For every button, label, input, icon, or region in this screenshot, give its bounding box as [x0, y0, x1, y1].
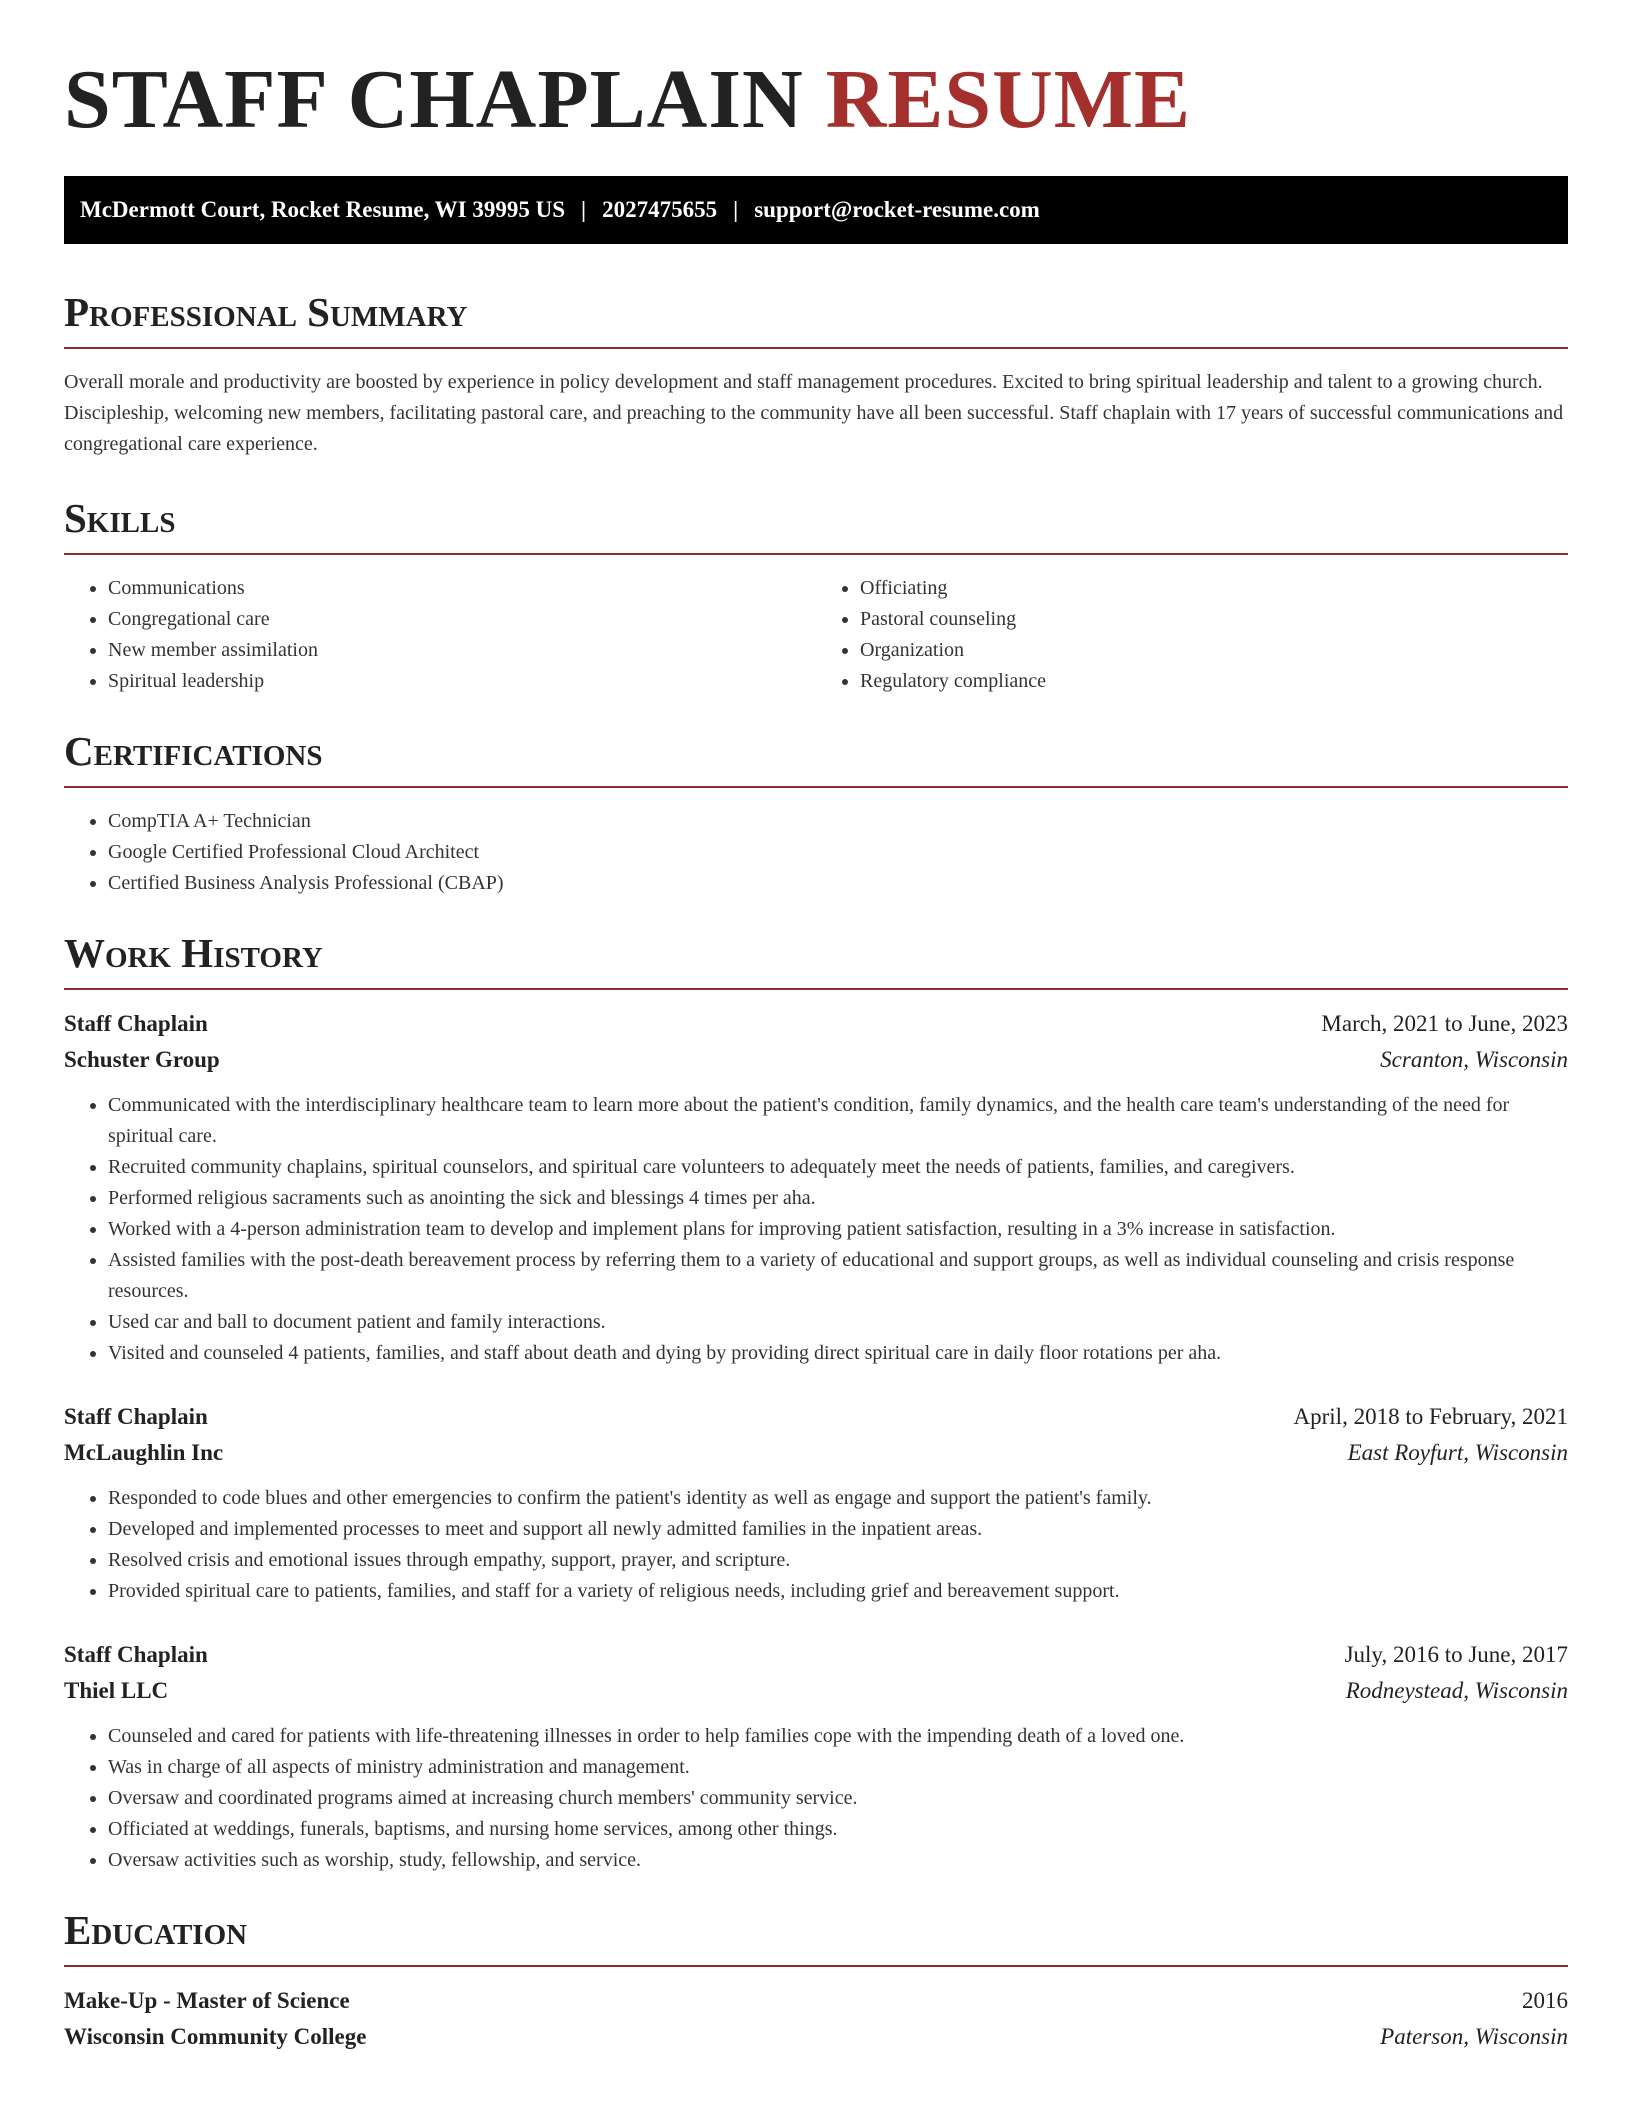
job-dates: April, 2018 to February, 2021: [1293, 1404, 1568, 1429]
job-title-row: [64, 1006, 1568, 1042]
contact-address: McDermott Court, Rocket Resume, WI 39995 US: [80, 197, 566, 222]
education-degree: Make-Up - Master of Science: [64, 1988, 350, 2013]
certifications-list: [64, 806, 1568, 899]
education-location: Paterson, Wisconsin: [1380, 2024, 1568, 2049]
job-title-row: [64, 1637, 1568, 1673]
job-bullets: [64, 1090, 1568, 1369]
job-company: McLaughlin Inc: [64, 1440, 224, 1465]
job-company-row: [64, 1042, 1568, 1078]
certification-item: • Google Certified Professional Cloud Architect: [108, 837, 1568, 868]
job-dates: March, 2021 to June, 2023: [1321, 1011, 1568, 1036]
skill-item: • Congregational care: [108, 604, 816, 635]
title-accent: RESUME: [825, 53, 1192, 146]
education-section: [64, 1907, 1568, 2055]
job-entry: [64, 1637, 1568, 1876]
certifications-heading: Certifications: [64, 731, 1568, 788]
job-bullet: • Communicated with the interdisciplinary healthcare team to learn more about the patient's condition, family dynamics, and the health care team's understanding of the need for spiritual care.: [108, 1090, 1568, 1152]
job-bullets: [64, 1721, 1568, 1876]
skill-item: • Pastoral counseling: [860, 604, 1568, 635]
job-title: Staff Chaplain: [64, 1404, 208, 1429]
job-bullet: • Oversaw activities such as worship, study, fellowship, and service.: [108, 1845, 1568, 1876]
certification-item: • CompTIA A+ Technician: [108, 806, 1568, 837]
job-title: Staff Chaplain: [64, 1642, 208, 1667]
job-bullet: • Assisted families with the post-death bereavement process by referring them to a variety of educational and support groups, as well as individual counseling and crisis response resources.: [108, 1245, 1568, 1307]
job-title-row: [64, 1399, 1568, 1435]
job-bullet: • Worked with a 4-person administration team to develop and implement plans for improving patient satisfaction, resulting in a 3% increase in satisfaction.: [108, 1214, 1568, 1245]
education-year: 2016: [1522, 1988, 1568, 2013]
skills-left-list: [64, 573, 816, 697]
skill-item: • Communications: [108, 573, 816, 604]
job-bullet: • Officiated at weddings, funerals, baptisms, and nursing home services, among other things.: [108, 1814, 1568, 1845]
job-bullet: • Recruited community chaplains, spiritual counselors, and spiritual care volunteers to adequately meet the needs of patients, families, and caregivers.: [108, 1152, 1568, 1183]
contact-separator: |: [581, 197, 587, 222]
job-dates: July, 2016 to June, 2017: [1344, 1642, 1568, 1667]
job-company: Schuster Group: [64, 1047, 220, 1072]
certifications-section: [64, 728, 1568, 899]
skills-columns: [64, 573, 1568, 697]
job-bullet: • Resolved crisis and emotional issues through empathy, support, prayer, and scripture.: [108, 1545, 1568, 1576]
certification-item: • Certified Business Analysis Professional (CBAP): [108, 868, 1568, 899]
education-degree-row: [64, 1983, 1568, 2019]
job-title: Staff Chaplain: [64, 1011, 208, 1036]
job-entry: [64, 1006, 1568, 1369]
skills-heading: Skills: [64, 498, 1568, 555]
job-bullet: • Provided spiritual care to patients, families, and staff for a variety of religious needs, including grief and bereavement support.: [108, 1576, 1568, 1607]
job-company-row: [64, 1435, 1568, 1471]
job-bullet: • Responded to code blues and other emergencies to confirm the patient's identity as well as engage and support the patient's family.: [108, 1483, 1568, 1514]
contact-bar: [64, 176, 1568, 244]
job-bullet: • Performed religious sacraments such as anointing the sick and blessings 4 times per aha.: [108, 1183, 1568, 1214]
contact-email: support@rocket-resume.com: [754, 197, 1040, 222]
job-bullet: • Used car and ball to document patient and family interactions.: [108, 1307, 1568, 1338]
skill-item: • Regulatory compliance: [860, 666, 1568, 697]
job-company: Thiel LLC: [64, 1678, 169, 1703]
job-company-row: [64, 1673, 1568, 1709]
skills-section: [64, 495, 1568, 697]
job-entry: [64, 1399, 1568, 1607]
skill-item: • New member assimilation: [108, 635, 816, 666]
education-school-row: [64, 2019, 1568, 2055]
summary-text: Overall morale and productivity are boosted by experience in policy development and staff management procedures. Excited to bring spiritual leadership and talent to a growing church. Discipleship, welcoming new members, facilitating pastoral care, and preaching to the community have all been successful. Staff chaplain with 17 years of successful communications and congregational care experience.: [64, 371, 1564, 455]
work-history-section: [64, 930, 1568, 1876]
job-bullet: • Visited and counseled 4 patients, families, and staff about death and dying by providing direct spiritual care in daily floor rotations per aha.: [108, 1338, 1568, 1369]
job-bullet: • Was in charge of all aspects of ministry administration and management.: [108, 1752, 1568, 1783]
job-bullets: [64, 1483, 1568, 1607]
job-location: Scranton, Wisconsin: [1380, 1047, 1568, 1072]
job-location: Rodneystead, Wisconsin: [1345, 1678, 1568, 1703]
resume-title: [64, 0, 1568, 146]
education-entry: [64, 1983, 1568, 2055]
title-main: STAFF CHAPLAIN: [64, 53, 804, 146]
work-history-heading: Work History: [64, 933, 1568, 990]
education-school: Wisconsin Community College: [64, 2024, 367, 2049]
contact-phone: 2027475655: [602, 197, 718, 222]
education-heading: Education: [64, 1910, 1568, 1967]
job-bullet: • Counseled and cared for patients with life-threatening illnesses in order to help families cope with the impending death of a loved one.: [108, 1721, 1568, 1752]
summary-heading: Professional Summary: [64, 292, 1568, 349]
skills-right-list: [816, 573, 1568, 697]
job-location: East Royfurt, Wisconsin: [1347, 1440, 1568, 1465]
job-bullet: • Developed and implemented processes to meet and support all newly admitted families in the inpatient areas.: [108, 1514, 1568, 1545]
job-bullet: • Oversaw and coordinated programs aimed at increasing church members' community service.: [108, 1783, 1568, 1814]
skill-item: • Spiritual leadership: [108, 666, 816, 697]
contact-separator: |: [733, 197, 739, 222]
skill-item: • Organization: [860, 635, 1568, 666]
skill-item: • Officiating: [860, 573, 1568, 604]
summary-section: [64, 289, 1568, 460]
